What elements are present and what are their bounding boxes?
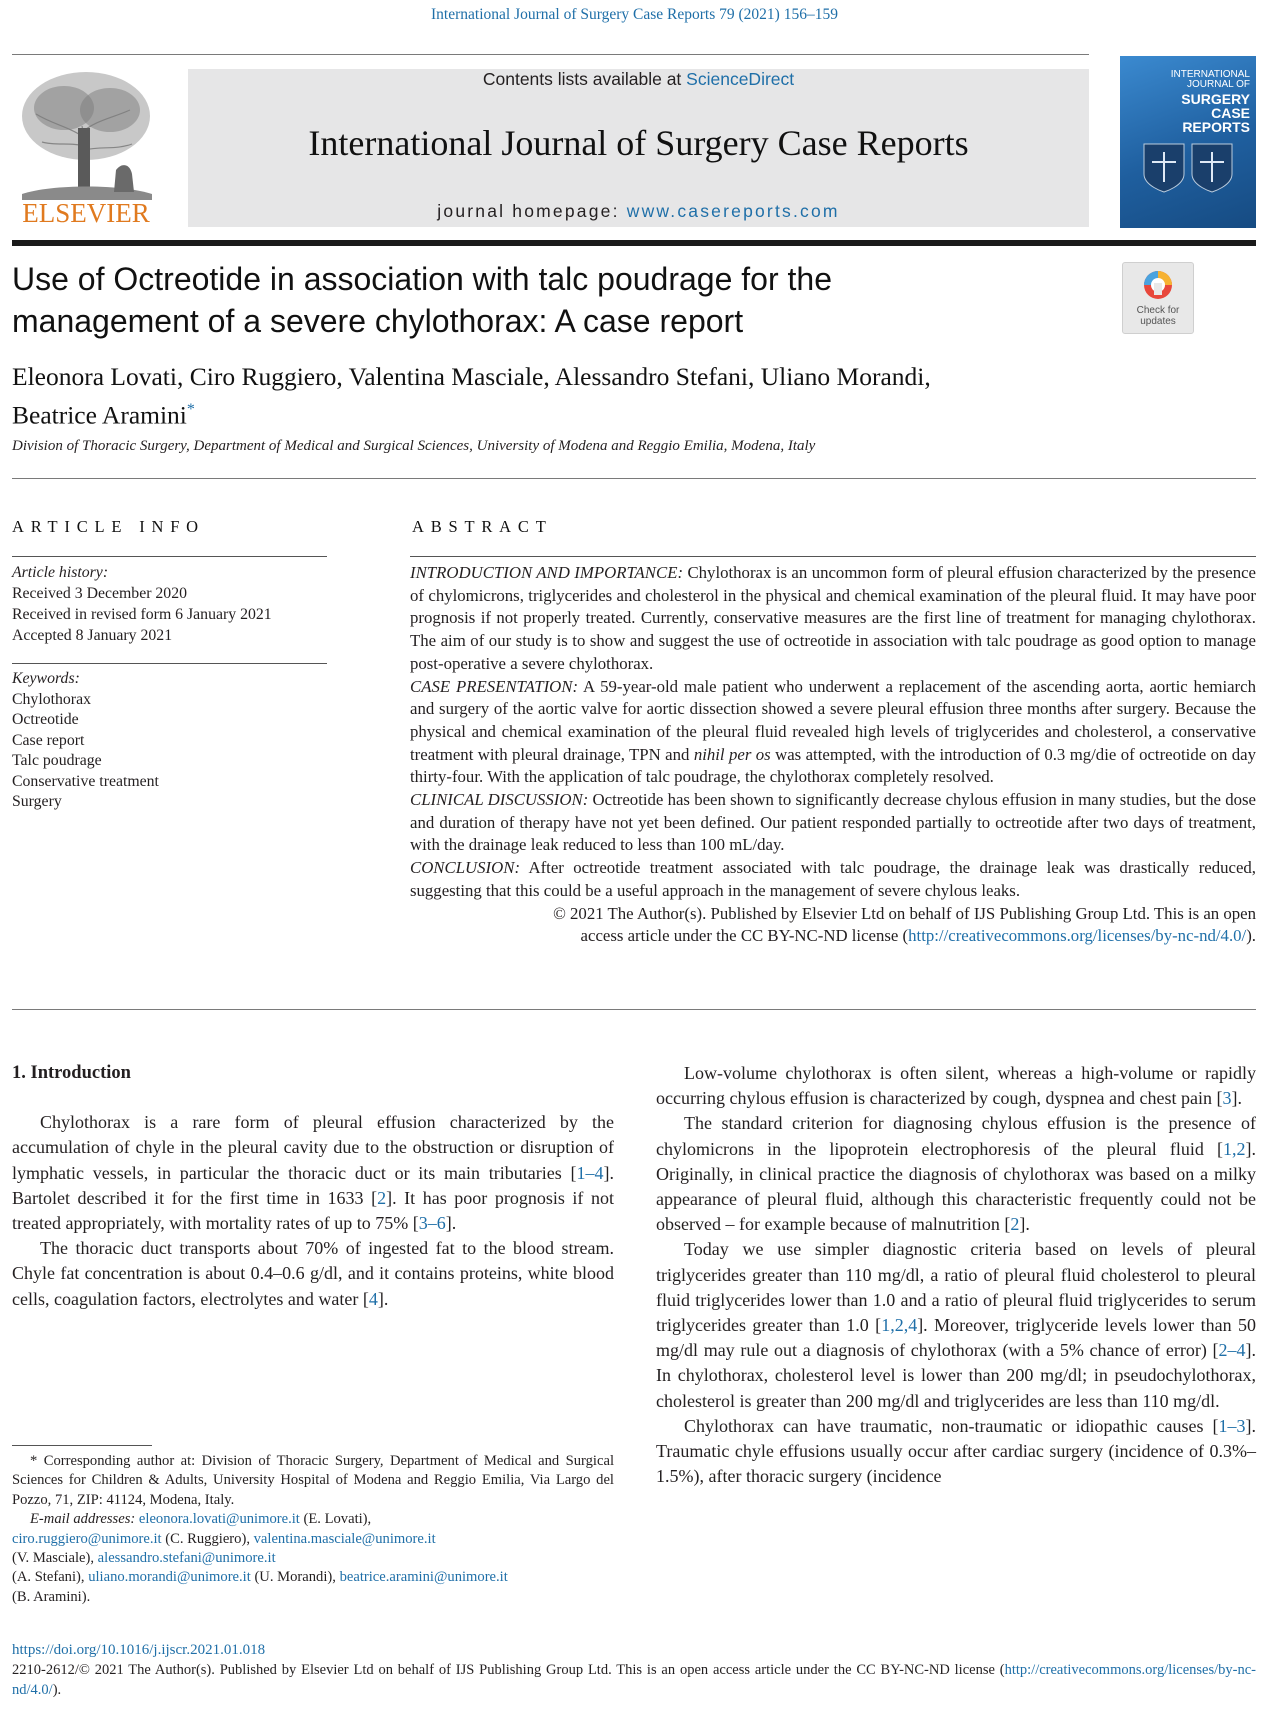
corresponding-address: * Corresponding author at: Division of Thoracic Surgery, Department of Medical and Surgical Sciences for Children & Adults, University Hospital of Modena and Reggio Emilia, Via Largo del Pozzo, 71, ZIP: 41124, Modena, Italy. [12, 1453, 614, 1508]
author-list [12, 360, 1112, 432]
italic-term: nihil per os [693, 744, 771, 764]
accepted-date: Accepted 8 January 2021 [12, 627, 173, 644]
history-label: Article history: [12, 564, 109, 581]
body-paragraph [656, 1111, 1256, 1237]
email-owner: (U. Morandi), [250, 1569, 340, 1586]
check-updates-line1: Check for [1136, 305, 1180, 316]
keywords-block [12, 669, 332, 813]
citation-link[interactable]: 2 [377, 1187, 387, 1208]
license-link[interactable]: http://creativecommons.org/licenses/by-nc-nd/4.0/ [12, 1662, 1256, 1698]
copyright-line: access article under the CC BY-NC-ND license ( [580, 926, 909, 946]
doi-link[interactable]: https://doi.org/10.1016/j.ijscr.2021.01.018 [12, 1642, 266, 1658]
abstract-introduction [410, 562, 1256, 676]
email-owner: (E. Lovati), [299, 1511, 372, 1528]
introduction-column [12, 1061, 614, 1312]
cover-title [1130, 70, 1250, 134]
journal-title: International Journal of Surgery Case Reports [308, 123, 969, 163]
title-line: Use of Octreotide in association with talc poudrage for the [12, 261, 832, 297]
body-paragraph [656, 1237, 1256, 1413]
abstract-body [410, 562, 1256, 948]
citation-link[interactable]: 2–4 [1218, 1340, 1246, 1361]
para-text: ]. Originally, in clinical practice the diagnosis of chylothorax was based on a milky appearance of pleural fluid, although this characteristic frequently could not be observed – for example because of malnutrition [ [656, 1138, 1256, 1235]
citation-link[interactable]: 1,2,4 [881, 1315, 918, 1336]
citation-link[interactable]: 3 [1222, 1088, 1232, 1109]
citation-link[interactable]: 2 [1010, 1214, 1020, 1235]
article-title [12, 258, 1072, 342]
journal-cover[interactable] [1120, 56, 1256, 228]
para-text: Chylothorax is a rare form of pleural effusion characterized by the accumulation of chyle in the pleural cavity due to the obstruction or disruption of lymphatic vessels, in particular the thoracic duct or its main tributaries [ [12, 1112, 614, 1183]
para-text: ]. [377, 1288, 389, 1309]
abstract-bottom-rule [12, 1009, 1256, 1010]
section-label: CONCLUSION: [410, 858, 521, 878]
email-link[interactable]: uliano.morandi@unimore.it [88, 1569, 251, 1586]
para-text: Today we use simpler diagnostic criteria based on levels of pleural triglycerides greater than 110 mg/dl, a ratio of pleural fluid cholesterol to pleural fluid triglycerides lower than 1.0 and a ratio of pleural fluid triglycerides to serum triglycerides greater than 1.0 [ [656, 1239, 1256, 1336]
elsevier-logo [12, 66, 160, 228]
license-suffix: ). [52, 1681, 62, 1698]
email-link[interactable]: alessandro.stefani@unimore.it [97, 1550, 276, 1567]
check-updates-line2: updates [1140, 316, 1176, 327]
abstract-clinical-discussion [410, 789, 1256, 857]
email-link[interactable]: valentina.masciale@unimore.it [253, 1530, 436, 1547]
para-text: Low-volume chylothorax is often silent, whereas a high-volume or rapidly occurring chylous effusion is characterized by cough, dyspnea and chest pain [ [656, 1063, 1256, 1109]
para-text: The thoracic duct transports about 70% of ingested fat to the blood stream. Chyle fat concentration is about 0.4–0.6 g/dl, and it contains proteins, white blood cells, coagulation factors, electrolytes and water [ [12, 1238, 614, 1309]
email-owner: (B. Aramini). [12, 1588, 91, 1605]
section-text: was attempted, with the introduction of 0.3 mg/die of octreotide on day thirty-four. With the application of talc poudrage, the chylothorax completely resolved. [410, 744, 1256, 787]
citation-link[interactable]: 1,2 [1223, 1138, 1246, 1159]
section-text: After octreotide treatment associated with talc poudrage, the drainage leak was drastically reduced, suggesting that this could be a useful approach in the management of severe chylous leaks. [410, 858, 1256, 900]
para-text: ]. It has poor prognosis if not treated appropriately, with mortality rates of up to 75% [ [12, 1187, 614, 1234]
para-text: ]. [1019, 1214, 1030, 1235]
cover-line: REPORTS [1182, 119, 1250, 135]
email-link[interactable]: ciro.ruggiero@unimore.it [12, 1530, 162, 1547]
elsevier-wordmark: ELSEVIER [22, 198, 150, 228]
keyword-item: Surgery [12, 793, 62, 810]
email-addresses [12, 1510, 614, 1607]
para-text: ]. Traumatic chyle effusions usually occur after cardiac surgery (incidence of 0.3%–1.5%), after thoracic surgery (incidence [656, 1415, 1256, 1487]
license-text: 2210-2612/© 2021 The Author(s). Published by Elsevier Ltd on behalf of IJS Publishing Group Ltd. This is an open access article under the CC BY-NC-ND license ( [12, 1662, 1005, 1678]
abstract-rule [410, 556, 1256, 557]
author-name: Beatrice Aramini [12, 400, 187, 430]
article-info-rule [12, 556, 327, 557]
citation-link[interactable]: 3–6 [418, 1213, 446, 1234]
abstract-conclusion [410, 857, 1256, 902]
keyword-item: Case report [12, 731, 85, 749]
citation-link[interactable]: 1–4 [576, 1162, 604, 1183]
homepage-link[interactable]: www.casereports.com [626, 201, 840, 221]
abstract-heading: ABSTRACT [412, 517, 553, 536]
intro-paragraph [12, 1110, 614, 1236]
section-text: Octreotide has been shown to significantly decrease chylous effusion in many studies, but the dose and duration of therapy have not yet been defined. Our patient responded partially to octreotide after two days of treatment, with the drainage leak reduced to less than 100 mL/day. [410, 790, 1256, 855]
crest-icon [1140, 136, 1236, 196]
corresponding-author-mark[interactable]: * [186, 401, 195, 418]
cover-line: JOURNAL OF [1187, 79, 1250, 90]
copyright-suffix: ). [1246, 926, 1256, 946]
body-paragraph [656, 1061, 1256, 1111]
check-for-updates-button[interactable] [1122, 262, 1194, 334]
keywords-rule [12, 663, 327, 664]
email-label: E-mail addresses: [30, 1511, 136, 1528]
homepage-prefix: journal homepage: [437, 201, 627, 221]
authors-line: Eleonora Lovati, Ciro Ruggiero, Valentina Masciale, Alessandro Stefani, Uliano Morandi, [12, 362, 931, 391]
affiliation: Division of Thoracic Surgery, Department of Medical and Surgical Sciences, University of Modena and Reggio Emilia, Modena, Italy [12, 438, 816, 454]
keyword-item: Talc poudrage [12, 752, 102, 769]
para-text: ]. Moreover, triglyceride levels lower than 50 mg/dl may rule out a diagnosis of chylothorax (with a 5% chance of error) [ [656, 1315, 1257, 1361]
abstract-case-presentation [410, 676, 1256, 790]
contents-prefix: Contents lists available at [482, 69, 687, 89]
copyright-line: © 2021 The Author(s). Published by Elsevier Ltd on behalf of IJS Publishing Group Ltd. This is an open [553, 903, 1256, 923]
header-divider [12, 54, 1089, 55]
abstract-copyright [410, 903, 1256, 948]
right-body-column [656, 1061, 1256, 1489]
license-statement [12, 1661, 1256, 1700]
footnote-rule [12, 1445, 152, 1446]
authors-line-2 [12, 393, 1112, 432]
section-label: CLINICAL DISCUSSION: [410, 790, 589, 810]
corresponding-author-footnote [12, 1452, 614, 1607]
affiliation-divider [12, 478, 1256, 479]
para-text: ]. In chylothorax, cholesterol level is lower than 200 mg/dl; in pseudochylothorax, cholesterol is greater than 200 mg/dl and triglycerides are less than 110 mg/dl. [656, 1340, 1256, 1411]
keywords-label: Keywords: [12, 670, 80, 687]
para-text: Chylothorax can have traumatic, non-traumatic or idiopathic causes [ [684, 1415, 1219, 1436]
intro-paragraph [12, 1236, 614, 1312]
revised-date: Received in revised form 6 January 2021 [12, 606, 272, 623]
introduction-heading: 1. Introduction [12, 1063, 131, 1083]
banner-divider [12, 240, 1256, 246]
article-history [12, 562, 332, 646]
email-link[interactable]: beatrice.aramini@unimore.it [339, 1569, 508, 1586]
homepage-line [188, 201, 1089, 222]
contents-line [188, 69, 1089, 91]
email-owner: (C. Ruggiero), [161, 1530, 254, 1547]
citation-link[interactable]: 1–3 [1218, 1415, 1246, 1436]
citation-link[interactable]: 4 [368, 1288, 378, 1309]
para-text: ]. [445, 1213, 457, 1234]
para-text: ]. Bartolet described it for the first time in 1633 [ [12, 1162, 614, 1208]
received-date: Received 3 December 2020 [12, 585, 188, 602]
section-text: Chylothorax is an uncommon form of pleural effusion characterized by the presence of chylomicrons, triglycerides and cholesterol in the physical and chemical examination of the pleural fluid. It may have poor prognosis if not properly treated. Currently, conservative measures are the first line of treatment for managing chylothorax. The aim of our study is to show and suggest the use of octreotide in association with talc poudrage as good option to manage post-operative a severe chylothorax. [410, 563, 1256, 673]
section-text: A 59-year-old male patient who underwent a replacement of the ascending aorta, aortic hemiarch and surgery of the aortic valve for aortic dissection showed a severe pleural effusion three months after surgery. Because the physical and chemical examination of the pleural fluid revealed high levels of triglycerides and cholesterol, a conservative treatment with pleural drainage, TPN and [410, 676, 1256, 764]
section-label: CASE PRESENTATION: [410, 676, 579, 696]
license-link[interactable]: http://creativecommons.org/licenses/by-nc-nd/4.0/ [908, 926, 1247, 946]
keyword-item: Octreotide [12, 711, 79, 728]
para-text: The standard criterion for diagnosing chylous effusion is the presence of chylomicrons in the lipoprotein electrophoresis of the pleural fluid [ [656, 1113, 1256, 1159]
check-updates-icon [1123, 263, 1193, 333]
journal-banner [188, 69, 1089, 227]
email-owner: (A. Stefani), [12, 1569, 89, 1586]
email-owner: (V. Masciale), [12, 1550, 98, 1567]
running-header[interactable]: International Journal of Surgery Case Reports 79 (2021) 156–159 [431, 6, 838, 23]
keyword-item: Conservative treatment [12, 772, 159, 790]
cover-line: SURGERY [1181, 91, 1250, 107]
sciencedirect-link[interactable]: ScienceDirect [686, 69, 795, 89]
body-paragraph [656, 1414, 1256, 1490]
tree-logo-icon [12, 66, 160, 228]
article-info-heading: ARTICLE INFO [12, 517, 205, 536]
para-text: ]. [1231, 1088, 1242, 1109]
email-link[interactable]: eleonora.lovati@unimore.it [138, 1511, 300, 1528]
cover-line: INTERNATIONAL [1170, 69, 1250, 80]
section-label: INTRODUCTION AND IMPORTANCE: [410, 563, 684, 582]
cover-line: CASE [1211, 105, 1250, 121]
title-line: management of a severe chylothorax: A case report [12, 303, 744, 339]
keyword-item: Chylothorax [12, 690, 91, 708]
